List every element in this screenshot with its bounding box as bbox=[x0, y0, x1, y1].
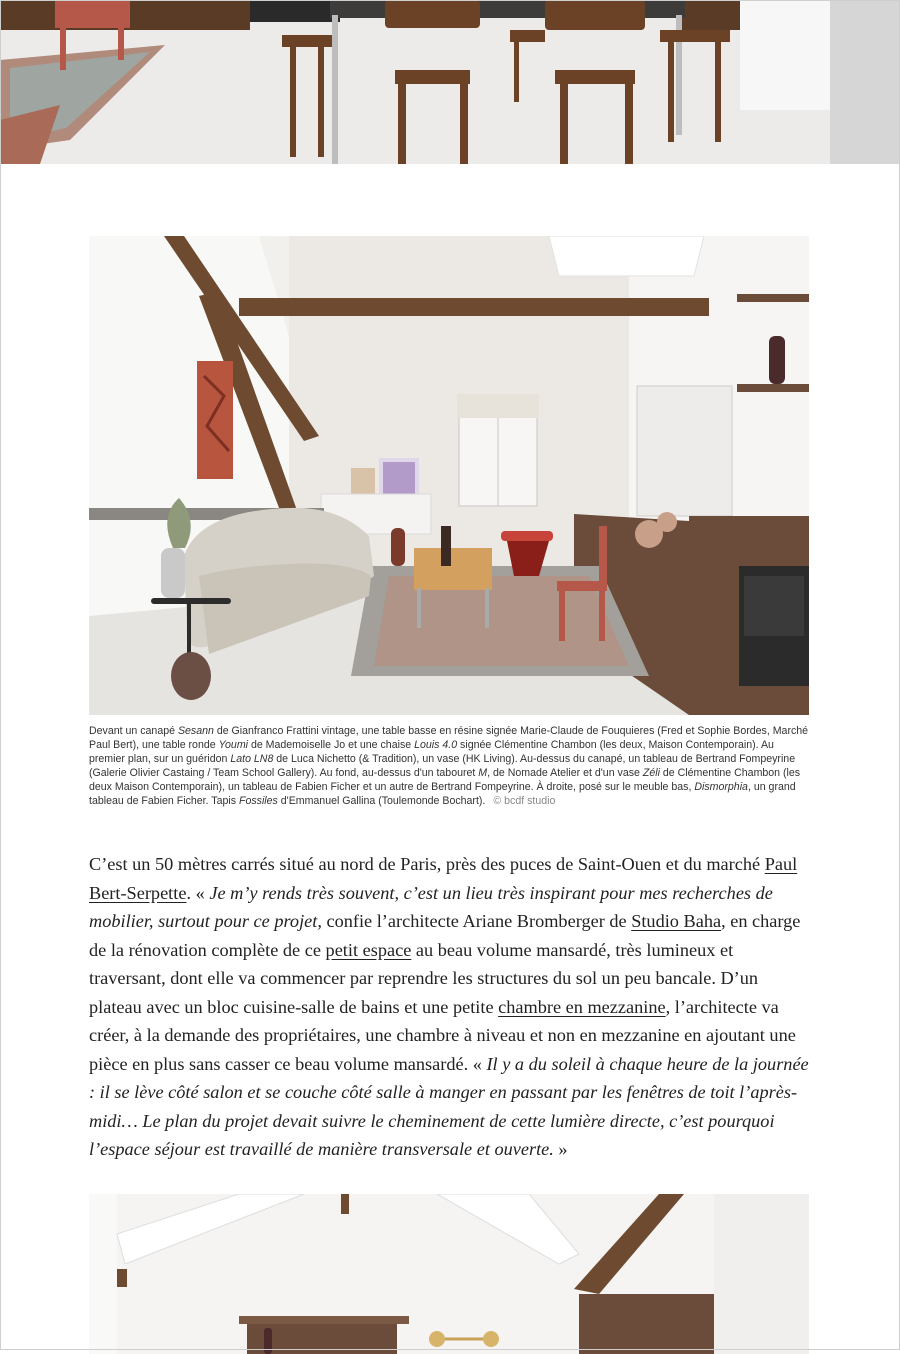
article-text-1: C’est un 50 mètres carrés situé au nord de Paris, près des puces de Saint-Ouen et du marché bbox=[89, 854, 765, 874]
article-text-3: confie l’architecte Ariane Bromberger de bbox=[321, 911, 632, 931]
article-quote-2: Il y a du soleil à chaque heure de la journée : il se lève côté salon et se couche côté salle à manger en passant par les fenêtres de toit l’après-midi… Le plan du projet devait suivre le cheminement de cette lumière directe, c’est pourquoi l’espace séjour est travaillé de manière transversale et ouverte. bbox=[89, 1053, 809, 1159]
link-studio-baha[interactable]: Studio Baha bbox=[631, 911, 722, 931]
caption-title-lato: Lato LN8 bbox=[230, 753, 274, 765]
caption-title-zeli: Zéli bbox=[642, 767, 660, 779]
article-text-6: , l’architecte va créer, à la demande des propriétaires, une chambre à niveau et non en mezzanine en ajoutant une pièce en plus sans casser ce beau volume mansardé. « bbox=[89, 996, 796, 1074]
link-petit-espace[interactable]: petit espace bbox=[325, 939, 412, 960]
caption-title-sesann: Sesann bbox=[177, 725, 214, 737]
article-text-5: au beau volume mansardé, très lumineux et traversant, dont elle va commencer par reprendre les structures du sol un peu bancale. D’un plateau avec un bloc cuisine-salle de bains et une petite bbox=[89, 939, 759, 1017]
caption-text-3: de Mademoiselle Jo et une chaise bbox=[248, 739, 415, 751]
article-body bbox=[89, 850, 811, 1164]
caption-title-m: M bbox=[478, 767, 488, 779]
caption-text-7: de Clémentine Chambon (les deux Maison Contemporain), un tableau de Fabien Ficher et un autre de Bertrand Fompeyrine. À droite, posé sur le meuble bas, bbox=[89, 767, 801, 793]
link-paul-bert-serpette[interactable]: Paul Bert-Serpette bbox=[89, 854, 798, 903]
caption-text-1: Devant un canapé bbox=[89, 725, 178, 737]
caption-text-9: d'Emmanuel Gallina (Toulemonde Bochart). bbox=[277, 795, 486, 807]
article-text-7: » bbox=[553, 1139, 568, 1159]
photo-credit: © bcdf studio bbox=[493, 795, 556, 807]
article-quote-1: Je m’y rends très souvent, c’est un lieu très inspirant pour mes recherches de mobilier, surtout pour ce projet, bbox=[89, 882, 773, 931]
bottom-photo bbox=[89, 1194, 809, 1354]
photo-caption bbox=[89, 724, 811, 808]
caption-title-louis: Louis 4.0 bbox=[414, 739, 458, 751]
caption-title-fossiles: Fossiles bbox=[238, 795, 278, 807]
caption-text-4: signée Clémentine Chambon (les deux, Maison Contemporain). Au premier plan, sur un guéridon bbox=[89, 739, 774, 765]
article-text-4: , en charge de la rénovation complète de ce bbox=[89, 911, 801, 960]
caption-text-5: de Luca Nichetto (& Tradition), un vase (HK Living). Au-dessus du canapé, un tableau de Bertrand Fompeyrine (Galerie Olivier Castaing / Team School Gallery). Au fond, au-dessus d'un tabouret bbox=[89, 753, 796, 779]
caption-text-6: , de Nomade Atelier et d'un vase bbox=[487, 767, 643, 779]
caption-title-dismorphia: Dismorphia bbox=[694, 781, 748, 793]
caption-text-2: de Gianfranco Frattini vintage, une table basse en résine signée Marie-Claude de Fouquieres (Fred et Sophie Bordes, Marché Paul Bert), une table ronde bbox=[89, 725, 809, 751]
main-photo bbox=[89, 236, 809, 715]
article-paragraph bbox=[89, 850, 811, 1164]
top-photo bbox=[0, 0, 900, 164]
caption-text-8: , un grand tableau de Fabien Ficher. Tapis bbox=[89, 781, 796, 807]
caption-title-youmi: Youmi bbox=[218, 739, 249, 751]
article-text-2: . « bbox=[186, 882, 210, 903]
link-chambre-en-mezzanine[interactable]: chambre en mezzanine bbox=[498, 996, 666, 1017]
